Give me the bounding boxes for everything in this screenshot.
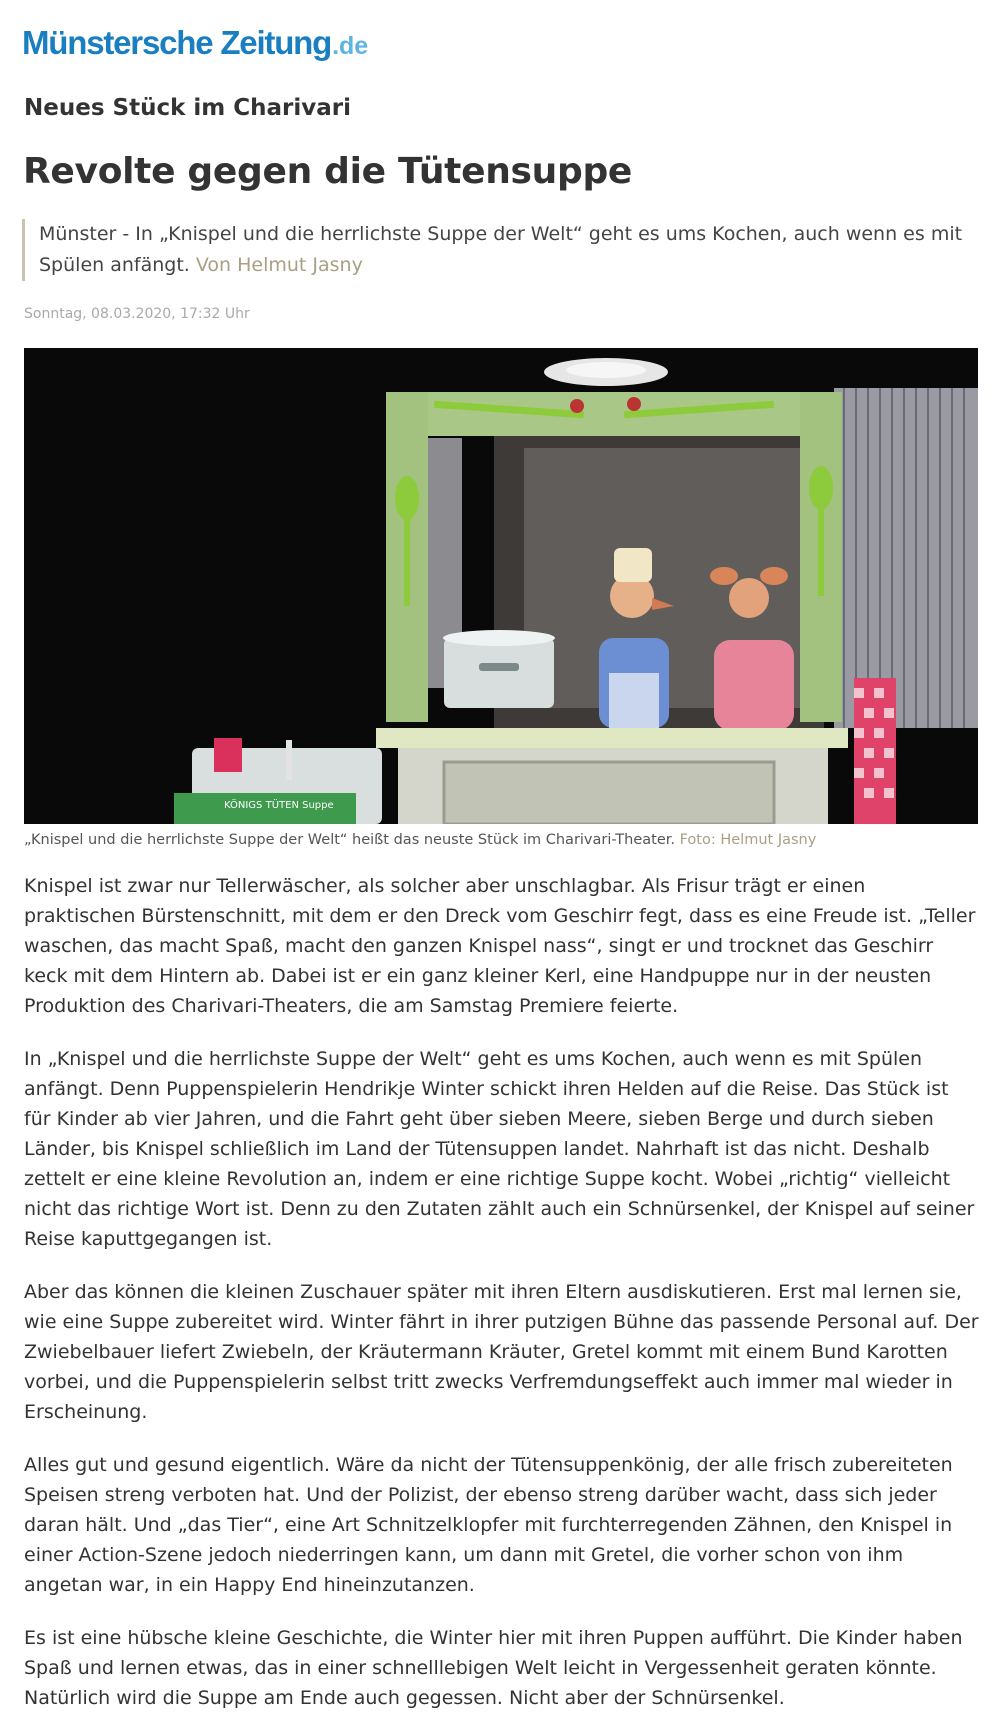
publish-date: Sonntag, 08.03.2020, 17:32 Uhr — [24, 306, 250, 322]
logo-tld: .de — [332, 32, 369, 60]
body-paragraph: In „Knispel und die herrlichste Suppe der Welt“ geht es ums Kochen, auch wenn es mit Spülen anfängt. Denn Puppenspielerin Hendrikje Winter schickt ihren Helden auf die Reise. Das Stück ist für Kinder ab vier Jahren, und die Fahrt geht über sieben Meere, sieben Berge und durch sieben Länder, bis Knispel schließlich im Land der Tütensuppen landet. Nahrhaft ist das nicht. Deshalb zettelt er eine kleine Revolution an, indem er eine richtige Suppe kocht. Wobei „richtig“ vielleicht nicht das richtige Wort ist. Denn zu den Zutaten zählt auch ein Schnürsenkel, der Knispel auf seiner Reise kaputtgegangen ist. — [24, 1048, 975, 1250]
article-photo — [24, 348, 978, 824]
logo-wordmark: Münstersche Zeitung — [22, 24, 332, 61]
site-logo[interactable] — [22, 24, 368, 62]
article-body — [24, 871, 979, 1736]
article-teaser — [22, 219, 989, 281]
teaser-text: Münster - In „Knispel und die herrlichste Suppe der Welt“ geht es ums Kochen, auch wenn es mit Spülen anfängt. — [39, 223, 963, 276]
body-paragraph: Es ist eine hübsche kleine Geschichte, die Winter hier mit ihren Puppen aufführt. Die Kinder haben Spaß und lernen etwas, das in einer schnelllebigen Welt leicht in Vergessenheit geraten könnte. Natürlich wird die Suppe am Ende auch gegessen. Nicht aber der Schnürsenkel. — [24, 1627, 963, 1709]
package-label: KÖNIGS TÜTEN Suppe — [224, 800, 334, 811]
caption-text: „Knispel und die herrlichste Suppe der Welt“ heißt das neuste Stück im Charivari-Theater. — [24, 832, 675, 848]
body-paragraph: Knispel ist zwar nur Tellerwäscher, als solcher aber unschlagbar. Als Frisur trägt er einen praktischen Bürstenschnitt, mit dem er den Dreck vom Geschirr fegt, dass es eine Freude ist. „Teller waschen, das macht Spaß, macht den ganzen Knispel nass“, singt er und trocknet das Geschirr keck mit dem Hintern ab. Dabei ist er ein ganz kleiner Kerl, eine Handpuppe nur in der neusten Produktion des Charivari-Theaters, die am Samstag Premiere feierte. — [24, 875, 976, 1017]
body-paragraph: Alles gut und gesund eigentlich. Wäre da nicht der Tütensuppenkönig, der alle frisch zubereiteten Speisen streng verboten hat. Und der Polizist, der ebenso streng darüber wacht, dass sich jeder daran hält. Und „das Tier“, eine Art Schnitzelklopfer mit furchterregenden Zähnen, den Knispel in einer Action-Szene jedoch niederringen kann, um dann mit Gretel, die vorher schon von ihm angetan war, in ein Happy End hineinzutanzen. — [24, 1454, 953, 1596]
photo-credit: Foto: Helmut Jasny — [679, 832, 817, 848]
article-kicker: Neues Stück im Charivari — [24, 95, 351, 121]
article-headline: Revolte gegen die Tütensuppe — [23, 151, 633, 192]
photo-caption — [24, 832, 816, 848]
puppet-stage-illustration — [24, 348, 978, 824]
author-byline: Von Helmut Jasny — [195, 254, 363, 276]
body-paragraph: Aber das können die kleinen Zuschauer später mit ihren Eltern ausdiskutieren. Erst mal lernen sie, wie eine Suppe zubereitet wird. Winter fährt in ihrer putzigen Bühne das passende Personal auf. Der Zwiebelbauer liefert Zwiebeln, der Kräutermann Kräuter, Gretel kommt mit einem Bund Karotten vorbei, und die Puppenspielerin selbst tritt zwecks Verfremdungseffekt auch immer mal wieder in Erscheinung. — [24, 1281, 979, 1423]
